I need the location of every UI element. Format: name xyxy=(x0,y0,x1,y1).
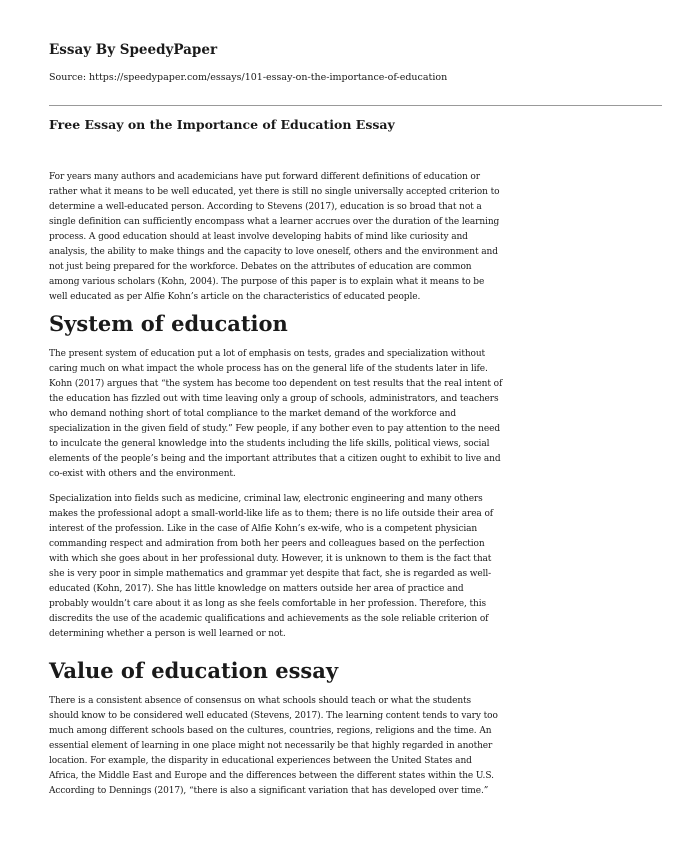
text-line: she is very poor in simple mathematics and grammar yet despite that fact, she is regarded as well- xyxy=(49,569,492,579)
text-line: determining whether a person is well learned or not. xyxy=(49,629,286,639)
text-line: Kohn (2017) argues that “the system has become too dependent on test results that the real intent of xyxy=(49,379,503,389)
text-line: location. For example, the disparity in educational experiences between the United States and xyxy=(49,756,472,766)
text-line: interest of the profession. Like in the case of Alfie Kohn’s ex-wife, who is a competent physician xyxy=(49,524,478,534)
text-line: caring much on what impact the whole process has on the general life of the students later in life. xyxy=(49,364,488,374)
intro-paragraph xyxy=(49,170,659,305)
text-line: the education has fizzled out with time leaving only a group of schools, administrators, and teachers xyxy=(49,394,499,404)
text-line: makes the professional adopt a small-world-like life as to them; there is no life outside their area of xyxy=(49,509,494,519)
text-line: not just being prepared for the workforce. Debates on the attributes of education are common xyxy=(49,262,472,272)
value-paragraph-1 xyxy=(49,694,659,799)
brand-title: Essay By SpeedyPaper xyxy=(49,42,218,58)
text-line: commanding respect and admiration from both her peers and colleagues based on the perfection xyxy=(49,539,485,549)
text-line: Africa, the Middle East and Europe and the differences between the different states within the U.S. xyxy=(49,771,494,781)
text-line: determine a well-educated person. According to Stevens (2017), education is so broad that not a xyxy=(49,202,482,212)
text-line: discredits the use of the academic qualifications and achievements as the sole reliable criterion of xyxy=(49,614,489,624)
text-line: educated (Kohn, 2017). She has little knowledge on matters outside her area of practice and xyxy=(49,584,464,594)
system-paragraph-2 xyxy=(49,492,659,642)
document-title: Free Essay on the Importance of Education Essay xyxy=(49,117,395,132)
text-line: analysis, the ability to make things and the capacity to love oneself, others and the environment and xyxy=(49,247,498,257)
system-paragraph-1 xyxy=(49,347,659,482)
text-line: The present system of education put a lot of emphasis on tests, grades and specialization without xyxy=(49,349,486,359)
document-page xyxy=(49,42,659,809)
text-line: well educated as per Alfie Kohn’s article on the characteristics of educated people. xyxy=(49,292,421,302)
text-line: Specialization into fields such as medicine, criminal law, electronic engineering and many others xyxy=(49,494,483,504)
text-line: For years many authors and academicians have put forward different definitions of education or xyxy=(49,172,480,182)
text-line: elements of the people’s being and the important attributes that a citizen ought to exhibit to live and xyxy=(49,454,501,464)
text-line: process. A good education should at least involve developing habits of mind like curiosity and xyxy=(49,232,468,242)
text-line: to inculcate the general knowledge into the students including the life skills, political views, social xyxy=(49,439,490,449)
section-heading-system: System of education xyxy=(49,311,288,336)
text-line: specialization in the given field of study.” Few people, if any bother even to pay attention to the need xyxy=(49,424,500,434)
text-line: According to Dennings (2017), “there is also a significant variation that has developed over time.” xyxy=(49,786,489,796)
text-line: rather what it means to be well educated, yet there is still no single universally accepted criterion to xyxy=(49,187,500,197)
text-line: among various scholars (Kohn, 2004). The purpose of this paper is to explain what it means to be xyxy=(49,277,485,287)
text-line: with which she goes about in her professional duty. However, it is unknown to them is the fact that xyxy=(49,554,492,564)
text-line: who demand nothing short of total compliance to the market demand of the workforce and xyxy=(49,409,457,419)
header-divider xyxy=(49,105,662,106)
section-heading-value: Value of education essay xyxy=(49,658,339,683)
text-line: much among different schools based on the cultures, countries, regions, religions and the time. An xyxy=(49,726,492,736)
text-line: co-exist with others and the environment. xyxy=(49,469,236,479)
text-line: should know to be considered well educated (Stevens, 2017). The learning content tends to vary too xyxy=(49,711,498,721)
text-line: single definition can sufficiently encompass what a learner accrues over the duration of the learning xyxy=(49,217,500,227)
text-line: probably wouldn’t care about it as long as she feels comfortable in her profession. Therefore, this xyxy=(49,599,487,609)
text-line: There is a consistent absence of consensus on what schools should teach or what the students xyxy=(49,696,472,706)
text-line: essential element of learning in one place might not necessarily be that highly regarded in another xyxy=(49,741,493,751)
source-line: Source: https://speedypaper.com/essays/101-essay-on-the-importance-of-education xyxy=(49,72,448,83)
